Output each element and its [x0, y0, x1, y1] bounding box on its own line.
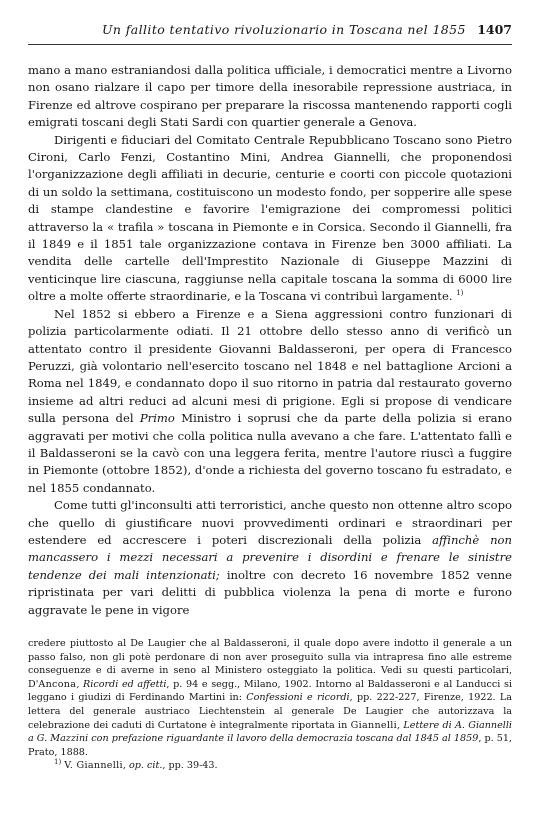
- running-title: Un fallito tentativo rivoluzionario in Toscana nel 1855: [102, 22, 466, 37]
- footnote-1-mark: 1): [54, 758, 62, 767]
- paragraph-3-text-b: Ministro i soprusi che da parte della polizia si erano aggravati per motivi che colla politica nulla avevano a che fare. L'attentato fallì e il Baldasseroni se la cavò con una leggera ferita, mentre l'autore riuscì a fuggire in Piemonte (ottobre 1852), d'onde a richiesta del governo toscano fu estradato, e nel 1855 condannato.: [28, 411, 512, 495]
- footnote-text-d: , p. 51, Prato, 1888.: [28, 733, 512, 758]
- footnote-text-c: , pp. 222-227, Firenze, 1922. La lettera del generale austriaco Liechtenstein al generale De Laugier che autorizzava la celebrazione dei caduti di Curtatone è integralmente riportata in: [28, 692, 512, 731]
- header-rule: [28, 44, 512, 45]
- page-number: 1407: [477, 22, 512, 37]
- footnote-1-author: V. Giannelli: [64, 760, 123, 772]
- paragraph-4-text-a: Come tutti gl'inconsulti atti terroristici, anche questo non ottenne altro scopo che quello di giustificare nuovi provvedimenti ordinari e straordinari per estendere ed accrescere i poteri discrezionali della polizia: [28, 498, 512, 547]
- footnote-continued: [28, 637, 512, 759]
- paragraph-3-italic: Primo: [139, 411, 175, 426]
- footnote-title-ricordi: , Ricordi ed affetti: [76, 678, 167, 690]
- footnote-1-opcit: , op. cit.: [122, 760, 163, 772]
- footnote-ref: 1): [456, 289, 464, 298]
- footnote-1: [28, 759, 512, 773]
- paragraph-3-text-a: Nel 1852 si ebbero a Firenze e a Siena aggressioni contro funzionari di polizia particolarmente odiati. Il 21 ottobre dello stesso anno di verificò un attentato contro il presidente Giovanni Baldasseroni, per opera di Francesco Peruzzi, già volontario nell'esercito toscano nel 1848 e nel battaglione Arcioni a Roma nel 1849, e condannato dopo il suo ritorno in patria dal restaurato governo insieme ad altri reduci ad alcuni mesi di prigione. Egli si propose di vendicare sulla persona del: [28, 306, 512, 426]
- paragraph-2-text: Dirigenti e fiduciari del Comitato Centrale Repubblicano Toscano sono Pietro Cironi, Carlo Fenzi, Costantino Mini, Andrea Giannelli, che proponendosi l'organizzazione degli affiliati in decurie, centurie e coorti con piccole quotazioni di un soldo la settimana, costituiscono un modesto fondo, per sopperire alle spese di stampe clandestine e favorire l'emigrazione dei compromessi politici attraverso la « trafila » toscana in Piemonte e in Corsica. Secondo il Giannelli, fra il 1849 e il 1851 tale organizzazione contava in Firenze ben 3000 affiliati. La vendita delle cartelle dell'Imprestito Nazionale di Giuseppe Mazzini di venticinque lire ciascuna, raggiunse nella capitale toscana la somma di 6000 lire oltre a molte offerte straordinarie, e la Toscana vi contribuì largamente.: [28, 132, 512, 304]
- paragraph-4-italic: affinchè non mancassero i mezzi necessari a prevenire i disordini e frenare le sinistre tendenze dei mali intenzionati;: [28, 532, 512, 582]
- paragraph-4-text-b: inoltre con decreto 16 novembre 1852 venne ripristinata per vari delitti di pubblica violenza la pena di morte e furono aggravate le pene in vigore: [28, 567, 512, 617]
- paragraph-2: [28, 132, 512, 306]
- footnote-author-ancona: Ancona: [38, 678, 77, 690]
- footnotes: [28, 637, 512, 773]
- paragraph-3: [28, 306, 512, 497]
- footnote-text-b: , p. 94 e segg., Milano, 1902. Intorno al Baldasseroni e al Landucci si leggano i giudizi di Ferdinando Martini in:: [28, 678, 512, 704]
- paragraph-1-text: mano a mano estraniandosi dalla politica ufficiale, i democratici mentre a Livorno non osano rialzare il capo per timore della inesorabile repressione austriaca, in Firenze ed altrove cospirano per preparare la riscossa mantenendo rapporti cogli emigrati toscani degli Stati Sardi con quartier generale a Genova.: [28, 63, 512, 130]
- footnote-title-confessioni: Confessioni e ricordi: [246, 692, 350, 704]
- paragraph-4: [28, 497, 512, 619]
- footnote-author-giannelli: Giannelli: [350, 719, 398, 731]
- paragraph-1: [28, 62, 512, 132]
- footnote-title-lettere: , Lettere di A. Giannelli a G. Mazzini con prefazione riguardante il lavoro della democrazia toscana dal 1845 al 1859: [28, 719, 512, 745]
- page-header: [28, 22, 512, 42]
- footnote-1-pages: , pp. 39-43.: [162, 760, 218, 772]
- footnote-text-a: credere piuttosto al De Laugier che al Baldasseroni, il quale dopo avere indotto il generale a un passo falso, non gli potè perdonare di non aver proseguito sulla via intrapresa fino alle estreme conseguenze e di averne in seno al Ministero osteggiato la politica. Vedi su questi particolari, D': [28, 638, 512, 690]
- body-text: [28, 62, 512, 619]
